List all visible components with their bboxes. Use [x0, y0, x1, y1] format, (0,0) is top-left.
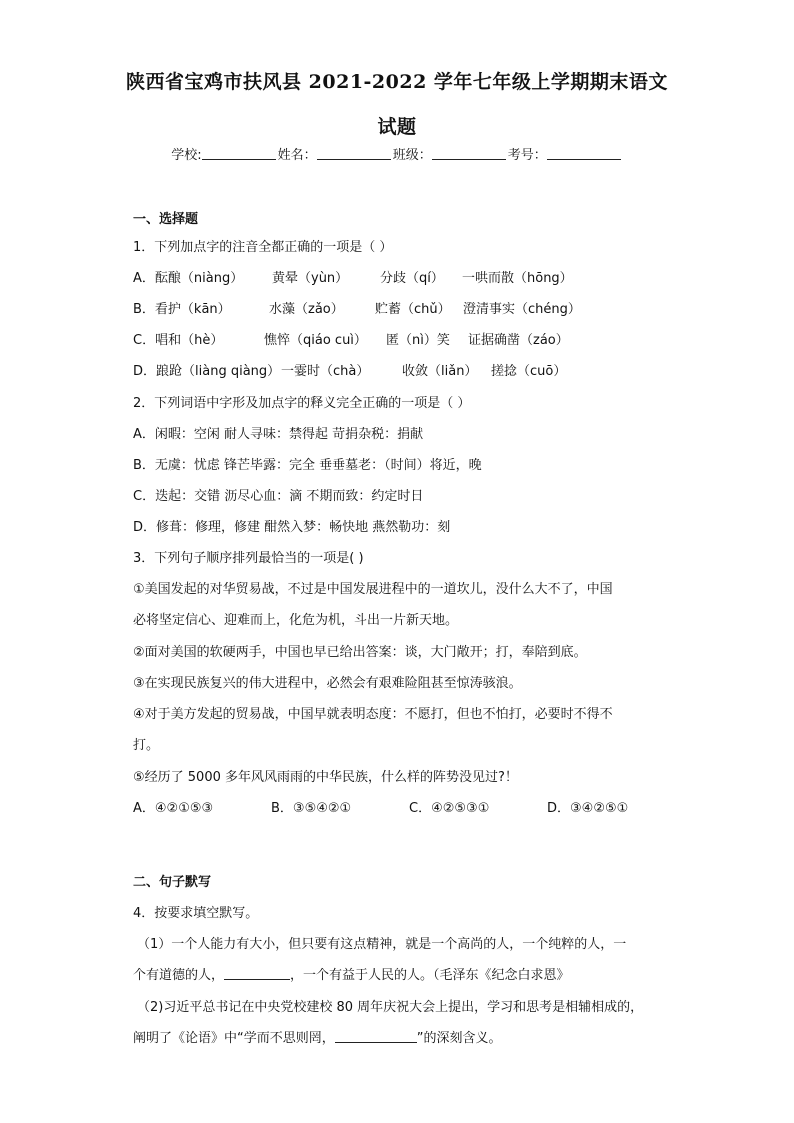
option-part: 搓捻（cuō）	[491, 364, 567, 379]
question-2-option-d: D．修葺：修理，修建 酣然入梦：畅快地 燕然勒功：刻	[133, 520, 451, 535]
name-label: 姓名：	[277, 148, 317, 163]
question-1-option-d	[133, 360, 566, 379]
option-part: 收敛（liǎn）	[402, 364, 478, 379]
option-part: 水藻（zǎo）	[269, 302, 344, 317]
question-4-part-2-cont	[133, 1027, 502, 1046]
question-3-sentence-4: ④对于美方发起的贸易战，中国早就表明态度：不愿打，但也不怕打，必要时不得不	[133, 707, 613, 722]
question-3-sentence-4-cont: 打。	[133, 738, 160, 753]
question-1-option-c	[133, 329, 569, 348]
question-1-stem: 1．下列加点字的注音全都正确的一项是（ ）	[133, 240, 393, 255]
school-label: 学校:	[171, 148, 202, 163]
class-blank[interactable]	[432, 147, 506, 160]
name-blank[interactable]	[317, 147, 391, 160]
question-3-sentence-1: ①美国发起的对华贸易战，不过是中国发展进程中的一道坎儿，没什么大不了，中国	[133, 582, 613, 597]
option-part: 澄清事实（chéng）	[463, 302, 581, 317]
option-part: 贮蓄（chǔ）	[375, 302, 451, 317]
option-d[interactable]: D．③④②⑤①	[547, 801, 629, 816]
student-info-row	[0, 144, 794, 163]
option-part: 黄晕（yùn）	[272, 271, 349, 286]
question-4-part-1: （1）一个人能力有大小，但只要有这点精神，就是一个高尚的人，一个纯粹的人，一	[137, 937, 627, 952]
option-part: 一哄而散（hōng）	[462, 271, 573, 286]
question-1-option-b	[133, 298, 581, 317]
question-3-sentence-5: ⑤经历了 5000 多年风风雨雨的中华民族，什么样的阵势没见过?！	[133, 770, 518, 785]
question-1-option-a	[133, 267, 573, 286]
option-part: D．踉跄（liàng qiàng）	[133, 364, 281, 379]
question-3-sentence-1-cont: 必将坚定信心、迎难而上，化危为机，斗出一片新天地。	[133, 613, 459, 628]
option-a[interactable]: A．④②①⑤③	[133, 801, 214, 816]
number-label: 考号：	[507, 148, 547, 163]
option-part: 证据确凿（záo）	[468, 333, 569, 348]
option-part: 分歧（qí）	[380, 271, 444, 286]
option-part: A．酝酿（niàng）	[133, 271, 244, 286]
question-3-sentence-3: ③在实现民族复兴的伟大进程中，必然会有艰难险阻甚至惊涛骇浪。	[133, 676, 522, 691]
question-2-option-c: C．迭起：交错 沥尽心血：滴 不期而致：约定时日	[133, 489, 424, 504]
text-before-blank: 阐明了《论语》中“学而不思则罔，	[133, 1031, 335, 1046]
option-c[interactable]: C．④②⑤③①	[409, 801, 490, 816]
question-2-option-a: A．闲暇：空闲 耐人寻味：禁得起 苛捐杂税：捐献	[133, 427, 424, 442]
option-part: 一霎时（chà）	[281, 364, 370, 379]
text-before-blank: 个有道德的人，	[133, 968, 225, 983]
exam-title-cont: 试题	[377, 116, 417, 138]
question-4-stem: 4．按要求填空默写。	[133, 906, 259, 921]
text-after-blank: ，一个有益于人民的人。（毛泽东《纪念白求恩》	[290, 968, 570, 983]
option-part: 憔悴（qiáo cuì）	[264, 333, 367, 348]
exam-title: 陕西省宝鸡市扶风县 2021-2022 学年七年级上学期期末语文	[126, 71, 668, 93]
option-part: B．看护（kān）	[133, 302, 231, 317]
text-after-blank: ”的深刻含义。	[416, 1031, 502, 1046]
option-part: 匿（nì）笑	[386, 333, 450, 348]
option-part: C．唱和（hè）	[133, 333, 224, 348]
number-blank[interactable]	[547, 147, 621, 160]
question-4-part-1-cont	[133, 964, 570, 983]
question-4-part-2: （2)习近平总书记在中央党校建校 80 周年庆祝大会上提出，学习和思考是相辅相成的，	[137, 1000, 644, 1015]
question-2-option-b: B．无虞：忧虑 锋芒毕露：完全 垂垂墓老：（时间）将近，晚	[133, 458, 482, 473]
school-blank[interactable]	[202, 147, 276, 160]
question-3-sentence-2: ②面对美国的软硬两手，中国也早已给出答案：谈，大门敞开；打，奉陪到底。	[133, 645, 587, 660]
section-heading-dictation: 二、句子默写	[133, 875, 212, 890]
question-3-options	[133, 797, 685, 816]
fill-blank-1[interactable]	[224, 967, 290, 980]
option-b[interactable]: B．③⑤④②①	[271, 801, 352, 816]
question-2-stem: 2．下列词语中字形及加点字的释义完全正确的一项是（ ）	[133, 396, 471, 411]
question-3-stem: 3．下列句子顺序排列最恰当的一项是( )	[133, 551, 364, 566]
class-label: 班级：	[392, 148, 432, 163]
fill-blank-2[interactable]	[335, 1030, 417, 1043]
section-heading-choice: 一、选择题	[133, 212, 199, 227]
